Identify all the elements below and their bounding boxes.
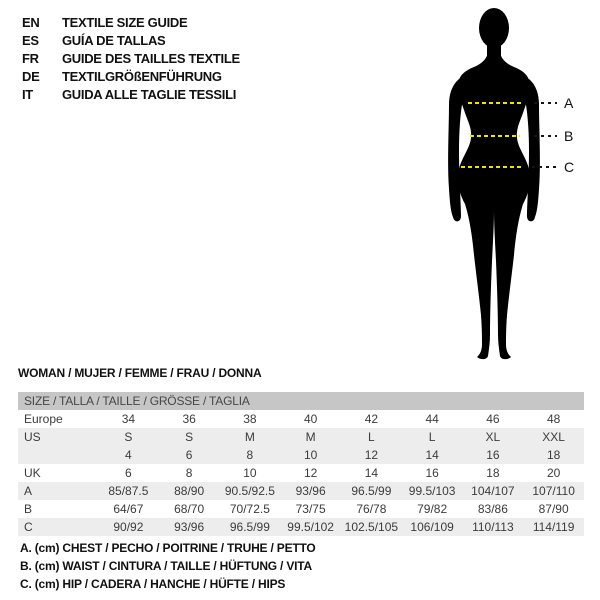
size-cell: 102.5/105 (344, 520, 399, 534)
size-cell: L (428, 430, 436, 444)
hip-measure-line (461, 166, 524, 168)
size-cell: 18 (546, 448, 561, 462)
table-row-europe (18, 410, 584, 428)
size-cell: 12 (364, 448, 379, 462)
woman-silhouette-image (441, 5, 551, 360)
size-cell: 88/90 (174, 484, 205, 498)
table-row-waist (18, 500, 584, 518)
size-cell: S (185, 430, 194, 444)
size-cell: 68/70 (174, 502, 205, 516)
size-cell: 93/96 (174, 520, 205, 534)
size-cell: 16 (486, 448, 500, 462)
size-cell: S (124, 430, 133, 444)
size-cell: 96.5/99 (351, 484, 392, 498)
row-label: UK (24, 466, 41, 480)
size-cell: 34 (121, 412, 136, 426)
size-cell: L (368, 430, 375, 444)
row-label: US (24, 430, 41, 444)
size-cell: 8 (185, 466, 193, 480)
table-row-uk (18, 464, 584, 482)
size-cell: 4 (125, 448, 132, 462)
size-cell: 42 (364, 412, 379, 426)
size-cell: M (305, 430, 316, 444)
guide-title: TEXTILE SIZE GUIDE (62, 14, 188, 30)
row-label: A (24, 484, 33, 498)
size-cell: 73/75 (295, 502, 326, 516)
size-cell: 99.5/103 (408, 484, 456, 498)
legend-waist: B. (cm) WAIST / CINTURA / TAILLE / HÜFTUNG / VITA (20, 559, 312, 573)
size-cell: XXL (542, 430, 565, 444)
size-cell: M (244, 430, 255, 444)
size-cell: 87/90 (538, 502, 569, 516)
size-cell: 64/67 (113, 502, 144, 516)
size-cell: 36 (182, 412, 196, 426)
size-cell: 93/96 (295, 484, 326, 498)
size-cell: 104/107 (471, 484, 515, 498)
size-cell: 14 (364, 466, 379, 480)
size-cell: 107/110 (532, 484, 575, 498)
size-cell: 76/78 (356, 502, 387, 516)
chest-measure-line (468, 102, 523, 104)
size-cell: 20 (546, 466, 561, 480)
size-cell: 10 (303, 448, 318, 462)
size-cell: 48 (546, 412, 561, 426)
size-cell: 6 (125, 466, 132, 480)
size-cell: 79/82 (417, 502, 448, 516)
size-cell: 114/119 (532, 520, 575, 534)
legend-chest: A. (cm) CHEST / PECHO / POITRINE / TRUHE / PETTO (20, 541, 316, 555)
language-code: ES (22, 32, 39, 48)
size-table-header: SIZE / TALLA / TAILLE / GRÖSSE / TAGLIA (18, 392, 584, 410)
size-cell: 12 (303, 466, 318, 480)
size-cell: 16 (425, 466, 439, 480)
table-row-us-letter (18, 428, 584, 446)
hip-leader-line (532, 166, 557, 168)
table-row-chest (18, 482, 584, 500)
legend-hip: C. (cm) HIP / CADERA / HANCHE / HÜFTE / HIPS (20, 577, 286, 591)
size-cell: 6 (185, 448, 193, 462)
language-code: IT (22, 86, 33, 102)
measurement-legend (20, 541, 316, 595)
size-table (18, 392, 584, 536)
language-code: DE (22, 68, 40, 84)
language-code: FR (22, 50, 39, 66)
size-cell: 110/113 (472, 520, 514, 534)
size-cell: 44 (425, 412, 439, 426)
size-cell: XL (485, 430, 501, 444)
size-cell: 10 (243, 466, 257, 480)
guide-title: GUÍA DE TALLAS (62, 32, 166, 48)
guide-title: TEXTILGRÖßENFÜHRUNG (62, 68, 222, 84)
size-cell: 99.5/102 (287, 520, 334, 534)
marker-label-a: A (564, 95, 574, 111)
size-cell: 18 (486, 466, 500, 480)
waist-measure-line (470, 135, 520, 137)
size-cell: 106/109 (410, 520, 454, 534)
table-group-title: WOMAN / MUJER / FEMME / FRAU / DONNA (18, 366, 262, 380)
row-label: B (24, 502, 33, 516)
size-cell: 14 (425, 448, 439, 462)
size-cell: 46 (486, 412, 500, 426)
size-cell: 90.5/92.5 (224, 484, 275, 498)
size-cell: 8 (246, 448, 254, 462)
guide-title: GUIDE DES TAILLES TEXTILE (62, 50, 240, 66)
marker-label-b: B (564, 128, 574, 144)
size-cell: 90/92 (113, 520, 144, 534)
language-code: EN (22, 14, 40, 30)
size-cell: 83/86 (477, 502, 508, 516)
marker-label-c: C (564, 159, 575, 175)
size-cell: 96.5/99 (229, 520, 270, 534)
size-cell: 70/72.5 (229, 502, 270, 516)
waist-leader-line (534, 135, 557, 137)
size-cell: 40 (303, 412, 318, 426)
row-label: Europe (24, 412, 63, 426)
table-row-hip (18, 518, 584, 536)
row-label: C (24, 520, 33, 534)
table-row-us-numeric (18, 446, 584, 464)
guide-title: GUIDA ALLE TAGLIE TESSILI (62, 86, 237, 102)
size-cell: 38 (243, 412, 257, 426)
chest-leader-line (534, 102, 557, 104)
size-cell: 85/87.5 (108, 484, 149, 498)
